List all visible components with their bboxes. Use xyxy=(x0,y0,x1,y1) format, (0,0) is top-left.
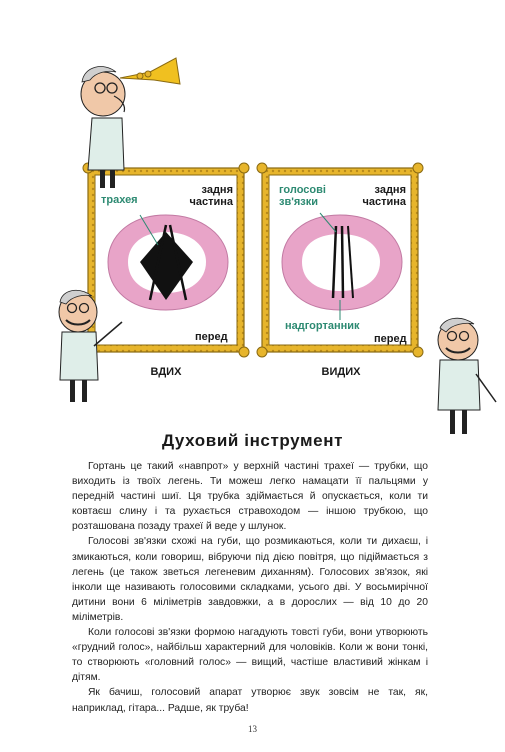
paragraph: Як бачиш, голосовий апарат утворює звук зовсім не так, як, наприклад, гітара... Радше, як труба! xyxy=(72,687,428,714)
article-body xyxy=(72,459,428,716)
back-part-label-left: задня частина xyxy=(189,184,233,208)
paragraph: Гортань це такий «навпрот» у верхній частині трахеї — трубки, що виходить із твоїх легень. Ти можеш легко намацати її пальцями у передній частині шиї. Ця трубка здіймається й опускається, коли ти ковтаєш слину і та рухається стравоходом — іншою трубкою, що розташована позаду трахеї й веде у шлунок. xyxy=(72,461,428,533)
back-part-label-right: задня частина xyxy=(362,184,406,208)
front-label-left: перед xyxy=(195,331,228,343)
section-heading: Духовий інструмент xyxy=(161,431,344,450)
caption-inhale: ВДИХ xyxy=(150,366,182,378)
front-label-right: перед xyxy=(374,333,407,345)
paragraph: Голосові зв'язки схожі на губи, що розмикаються, коли ти дихаєш, і змикаються, коли говориш, вібруючи під дією повітря, що підіймається з легень (це також зветься легеневим диханням). Голосових зв'язок, які інколи ще називають голосовими складками, усього дві. У восьмирічної дитини вони 6 міліметрів завдовжки, а в дорослих — від 10 до 20 міліметрів. xyxy=(72,536,428,623)
epiglottis-label: надгортанник xyxy=(285,320,360,332)
paragraph: Коли голосові зв'язки формою нагадують товсті губи, вони утворюють «грудний голос», найбільш характерний для чоловіків. Коли ж вони тонкі, то створюють «головний голос» — вищий, частіше властивий жінкам і дітям. xyxy=(72,627,428,684)
right-pointer-figure xyxy=(438,318,496,434)
page-number: 13 xyxy=(248,724,257,734)
vocal-cords-label: голосові зв'язки xyxy=(279,184,326,208)
larynx-open-diagram xyxy=(108,215,228,310)
trachea-label: трахея xyxy=(101,194,138,206)
caption-exhale: ВИДИХ xyxy=(321,366,361,378)
